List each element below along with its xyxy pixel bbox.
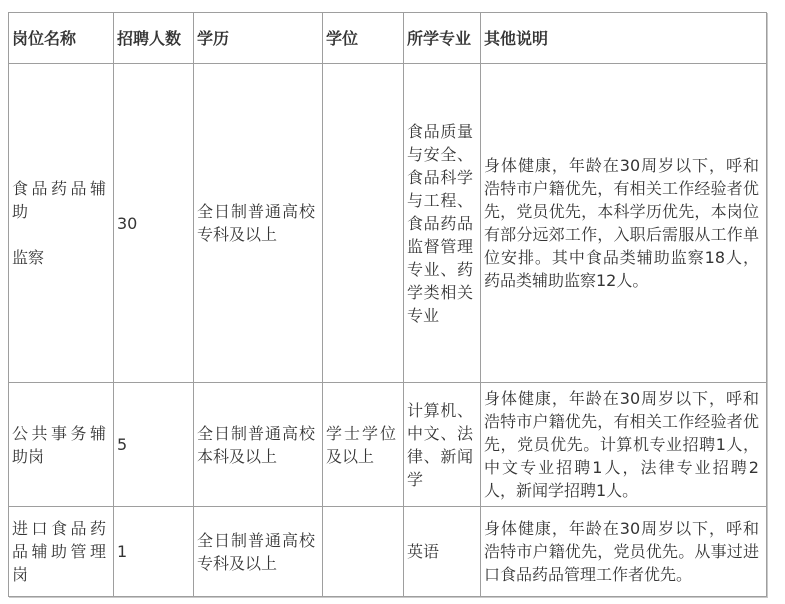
cell-degree: 学士学位及以上 (323, 383, 404, 507)
column-header-degree: 学位 (323, 13, 404, 64)
column-header-notes: 其他说明 (481, 13, 767, 64)
cell-major: 食品质量与安全、食品科学与工程、食品药品监督管理专业、药学类相关专业 (404, 64, 481, 383)
cell-headcount: 30 (114, 64, 194, 383)
column-header-major: 所学专业 (404, 13, 481, 64)
cell-education: 全日制普通高校专科及以上 (194, 64, 323, 383)
column-header-headcount: 招聘人数 (114, 13, 194, 64)
table-row (9, 507, 767, 597)
cell-headcount: 1 (114, 507, 194, 597)
cell-position (9, 64, 114, 383)
cell-major: 计算机、中文、法律、新闻学 (404, 383, 481, 507)
cell-notes: 身体健康，年龄在30周岁以下，呼和浩特市户籍优先，有相关工作经验者优先，党员优先。计算机专业招聘1人，中文专业招聘1人，法律专业招聘2人，新闻学招聘1人。 (481, 383, 767, 507)
position-name-line: 监察 (12, 248, 45, 267)
cell-education: 全日制普通高校专科及以上 (194, 507, 323, 597)
cell-position (9, 383, 114, 507)
header-row (9, 13, 767, 64)
cell-notes: 身体健康，年龄在30周岁以下，呼和浩特市户籍优先，有相关工作经验者优先，党员优先，本科学历优先，本岗位有部分远郊工作，入职后需服从工作单位安排。其中食品类辅助监察18人，药品类辅助监察12人。 (481, 64, 767, 383)
cell-major: 英语 (404, 507, 481, 597)
table-row (9, 383, 767, 507)
position-name-line: 进口食品药品辅助管理岗 (12, 519, 106, 584)
cell-degree (323, 507, 404, 597)
cell-education: 全日制普通高校本科及以上 (194, 383, 323, 507)
position-name-line: 公共事务辅助岗 (12, 423, 106, 466)
column-header-position: 岗位名称 (9, 13, 114, 64)
cell-position (9, 507, 114, 597)
cell-headcount: 5 (114, 383, 194, 507)
column-header-education: 学历 (194, 13, 323, 64)
cell-notes: 身体健康，年龄在30周岁以下，呼和浩特市户籍优先，党员优先。从事过进口食品药品管理工作者优先。 (481, 507, 767, 597)
position-name-line: 食品药品辅助 (12, 179, 106, 221)
recruitment-table (8, 12, 767, 597)
cell-degree (323, 64, 404, 383)
table-row (9, 64, 767, 383)
